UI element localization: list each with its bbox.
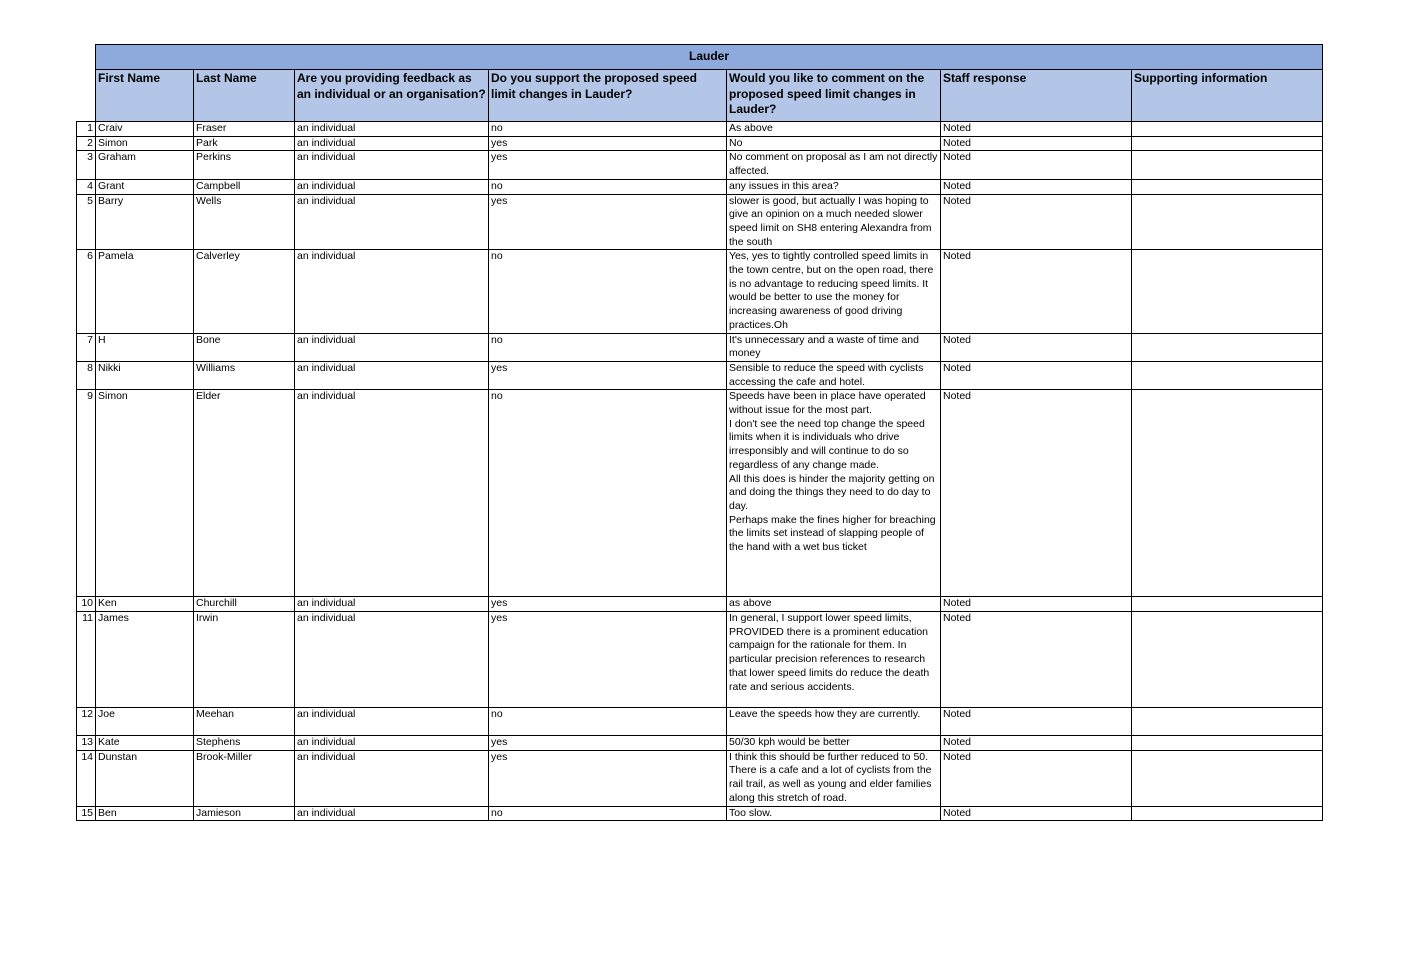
header-staff-response[interactable]: Staff response — [941, 70, 1132, 122]
cell-staff-response[interactable]: Noted — [941, 151, 1132, 179]
cell-staff-response[interactable]: Noted — [941, 736, 1132, 751]
cell-supporting-info[interactable] — [1132, 806, 1323, 821]
cell-feedback-type[interactable]: an individual — [295, 597, 489, 612]
cell-last-name[interactable]: Stephens — [194, 736, 295, 751]
cell-first-name[interactable]: Simon — [96, 136, 194, 151]
cell-last-name[interactable]: Irwin — [194, 612, 295, 708]
cell-first-name[interactable]: Grant — [96, 179, 194, 194]
cell-staff-response[interactable]: Noted — [941, 612, 1132, 708]
cell-support[interactable]: yes — [489, 194, 727, 250]
cell-first-name[interactable]: Ben — [96, 806, 194, 821]
cell-support[interactable]: yes — [489, 361, 727, 389]
cell-supporting-info[interactable] — [1132, 136, 1323, 151]
table-row — [77, 612, 1323, 708]
cell-comment[interactable]: No comment on proposal as I am not directly affected. — [727, 151, 941, 179]
header-feedback-type[interactable]: Are you providing feedback as an individual or an organisation? — [295, 70, 489, 122]
cell-comment[interactable]: as above — [727, 597, 941, 612]
cell-supporting-info[interactable] — [1132, 361, 1323, 389]
row-number[interactable]: 4 — [77, 179, 96, 194]
header-last-name[interactable]: Last Name — [194, 70, 295, 122]
header-row — [77, 70, 1323, 122]
cell-staff-response[interactable]: Noted — [941, 750, 1132, 806]
table-row — [77, 736, 1323, 751]
cell-feedback-type[interactable]: an individual — [295, 122, 489, 137]
table-row — [77, 708, 1323, 736]
cell-comment[interactable]: I think this should be further reduced to 50. There is a cafe and a lot of cyclists from the rail trail, as well as young and elder families along this stretch of road. — [727, 750, 941, 806]
cell-support[interactable]: no — [489, 333, 727, 361]
cell-feedback-type[interactable]: an individual — [295, 390, 489, 597]
cell-feedback-type[interactable]: an individual — [295, 136, 489, 151]
cell-feedback-type[interactable]: an individual — [295, 612, 489, 708]
table-row — [77, 361, 1323, 389]
cell-feedback-type[interactable]: an individual — [295, 736, 489, 751]
cell-first-name[interactable]: Kate — [96, 736, 194, 751]
table-row — [77, 122, 1323, 137]
cell-support[interactable]: yes — [489, 736, 727, 751]
cell-support[interactable]: yes — [489, 597, 727, 612]
row-number[interactable]: 11 — [77, 612, 96, 708]
cell-last-name[interactable]: Meehan — [194, 708, 295, 736]
cell-supporting-info[interactable] — [1132, 736, 1323, 751]
cell-supporting-info[interactable] — [1132, 390, 1323, 597]
cell-comment[interactable]: Sensible to reduce the speed with cyclists accessing the cafe and hotel. — [727, 361, 941, 389]
header-first-name[interactable]: First Name — [96, 70, 194, 122]
cell-feedback-type[interactable]: an individual — [295, 250, 489, 333]
table-row — [77, 179, 1323, 194]
cell-first-name[interactable]: Joe — [96, 708, 194, 736]
cell-first-name[interactable]: Pamela — [96, 250, 194, 333]
cell-staff-response[interactable]: Noted — [941, 122, 1132, 137]
cell-supporting-info[interactable] — [1132, 250, 1323, 333]
cell-comment[interactable]: In general, I support lower speed limits, PROVIDED there is a prominent education campaign for the rationale for them. In particular precision references to research that lower speed limits do reduce the death rate and serious accidents. — [727, 612, 941, 708]
cell-comment[interactable]: 50/30 kph would be better — [727, 736, 941, 751]
row-number[interactable]: 3 — [77, 151, 96, 179]
cell-comment[interactable]: any issues in this area? — [727, 179, 941, 194]
cell-last-name[interactable]: Jamieson — [194, 806, 295, 821]
cell-staff-response[interactable]: Noted — [941, 390, 1132, 597]
row-number[interactable]: 8 — [77, 361, 96, 389]
table-row — [77, 806, 1323, 821]
cell-last-name[interactable]: Brook-Miller — [194, 750, 295, 806]
cell-comment[interactable]: Too slow. — [727, 806, 941, 821]
header-comment[interactable]: Would you like to comment on the proposed speed limit changes in Lauder? — [727, 70, 941, 122]
table-row — [77, 750, 1323, 806]
blank-corner-cell — [77, 70, 96, 122]
table-row — [77, 390, 1323, 597]
cell-staff-response[interactable]: Noted — [941, 806, 1132, 821]
cell-last-name[interactable]: Fraser — [194, 122, 295, 137]
cell-last-name[interactable]: Perkins — [194, 151, 295, 179]
cell-comment[interactable]: Speeds have been in place have operated without issue for the most part. I don't see the need top change the speed limits when it is individuals who drive irresponsibly and will continue to do so regardless of any change made. All this does is hinder the majority getting on and doing the things they need to do day to day. Perhaps make the fines higher for breaching the limits set instead of slapping people of the hand with a wet bus ticket — [727, 390, 941, 597]
sheet-title[interactable]: Lauder — [96, 45, 1323, 70]
cell-support[interactable]: yes — [489, 151, 727, 179]
cell-feedback-type[interactable]: an individual — [295, 361, 489, 389]
cell-comment[interactable]: Leave the speeds how they are currently. — [727, 708, 941, 736]
header-supporting-info[interactable]: Supporting information — [1132, 70, 1323, 122]
table-row — [77, 136, 1323, 151]
cell-feedback-type[interactable]: an individual — [295, 194, 489, 250]
cell-supporting-info[interactable] — [1132, 612, 1323, 708]
cell-support[interactable]: no — [489, 806, 727, 821]
cell-staff-response[interactable]: Noted — [941, 250, 1132, 333]
row-number[interactable]: 1 — [77, 122, 96, 137]
cell-first-name[interactable]: Nikki — [96, 361, 194, 389]
cell-staff-response[interactable]: Noted — [941, 708, 1132, 736]
cell-staff-response[interactable]: Noted — [941, 333, 1132, 361]
cell-staff-response[interactable]: Noted — [941, 194, 1132, 250]
cell-support[interactable]: no — [489, 250, 727, 333]
row-number[interactable]: 12 — [77, 708, 96, 736]
table-row — [77, 151, 1323, 179]
cell-last-name[interactable]: Park — [194, 136, 295, 151]
cell-comment[interactable]: Yes, yes to tightly controlled speed limits in the town centre, but on the open road, there is no advantage to reducing speed limits. It would be better to use the money for increasing awareness of good driving practices.Oh — [727, 250, 941, 333]
row-number[interactable]: 2 — [77, 136, 96, 151]
cell-feedback-type[interactable]: an individual — [295, 151, 489, 179]
cell-support[interactable]: yes — [489, 750, 727, 806]
cell-staff-response[interactable]: Noted — [941, 597, 1132, 612]
cell-first-name[interactable]: James — [96, 612, 194, 708]
title-row — [77, 45, 1323, 70]
cell-feedback-type[interactable]: an individual — [295, 333, 489, 361]
cell-first-name[interactable]: H — [96, 333, 194, 361]
table-row — [77, 250, 1323, 333]
cell-support[interactable]: no — [489, 179, 727, 194]
cell-staff-response[interactable]: Noted — [941, 136, 1132, 151]
cell-support[interactable]: no — [489, 122, 727, 137]
cell-comment[interactable]: As above — [727, 122, 941, 137]
row-number[interactable]: 5 — [77, 194, 96, 250]
cell-supporting-info[interactable] — [1132, 597, 1323, 612]
row-number[interactable]: 9 — [77, 390, 96, 597]
blank-corner-cell — [77, 45, 96, 70]
cell-staff-response[interactable]: Noted — [941, 361, 1132, 389]
cell-last-name[interactable]: Calverley — [194, 250, 295, 333]
cell-feedback-type[interactable]: an individual — [295, 750, 489, 806]
table-body — [77, 122, 1323, 821]
cell-support[interactable]: yes — [489, 612, 727, 708]
cell-last-name[interactable]: Elder — [194, 390, 295, 597]
cell-supporting-info[interactable] — [1132, 151, 1323, 179]
row-number[interactable]: 10 — [77, 597, 96, 612]
cell-staff-response[interactable]: Noted — [941, 179, 1132, 194]
row-number[interactable]: 15 — [77, 806, 96, 821]
table-row — [77, 597, 1323, 612]
cell-first-name[interactable]: Dunstan — [96, 750, 194, 806]
cell-first-name[interactable]: Simon — [96, 390, 194, 597]
feedback-table — [76, 44, 1323, 821]
cell-comment[interactable]: It's unnecessary and a waste of time and money — [727, 333, 941, 361]
cell-last-name[interactable]: Campbell — [194, 179, 295, 194]
cell-last-name[interactable]: Wells — [194, 194, 295, 250]
cell-last-name[interactable]: Churchill — [194, 597, 295, 612]
cell-support[interactable]: yes — [489, 136, 727, 151]
table-row — [77, 333, 1323, 361]
cell-last-name[interactable]: Williams — [194, 361, 295, 389]
cell-comment[interactable]: slower is good, but actually I was hoping to give an opinion on a much needed slower speed limit on SH8 entering Alexandra from the south — [727, 194, 941, 250]
cell-first-name[interactable]: Ken — [96, 597, 194, 612]
cell-supporting-info[interactable] — [1132, 708, 1323, 736]
cell-supporting-info[interactable] — [1132, 194, 1323, 250]
cell-comment[interactable]: No — [727, 136, 941, 151]
row-number[interactable]: 14 — [77, 750, 96, 806]
cell-supporting-info[interactable] — [1132, 122, 1323, 137]
cell-supporting-info[interactable] — [1132, 333, 1323, 361]
row-number[interactable]: 13 — [77, 736, 96, 751]
cell-first-name[interactable]: Craiv — [96, 122, 194, 137]
cell-last-name[interactable]: Bone — [194, 333, 295, 361]
cell-support[interactable]: no — [489, 708, 727, 736]
cell-supporting-info[interactable] — [1132, 750, 1323, 806]
cell-first-name[interactable]: Barry — [96, 194, 194, 250]
cell-support[interactable]: no — [489, 390, 727, 597]
cell-first-name[interactable]: Graham — [96, 151, 194, 179]
cell-supporting-info[interactable] — [1132, 179, 1323, 194]
cell-feedback-type[interactable]: an individual — [295, 806, 489, 821]
row-number[interactable]: 7 — [77, 333, 96, 361]
table-row — [77, 194, 1323, 250]
header-support[interactable]: Do you support the proposed speed limit changes in Lauder? — [489, 70, 727, 122]
row-number[interactable]: 6 — [77, 250, 96, 333]
cell-feedback-type[interactable]: an individual — [295, 179, 489, 194]
cell-feedback-type[interactable]: an individual — [295, 708, 489, 736]
